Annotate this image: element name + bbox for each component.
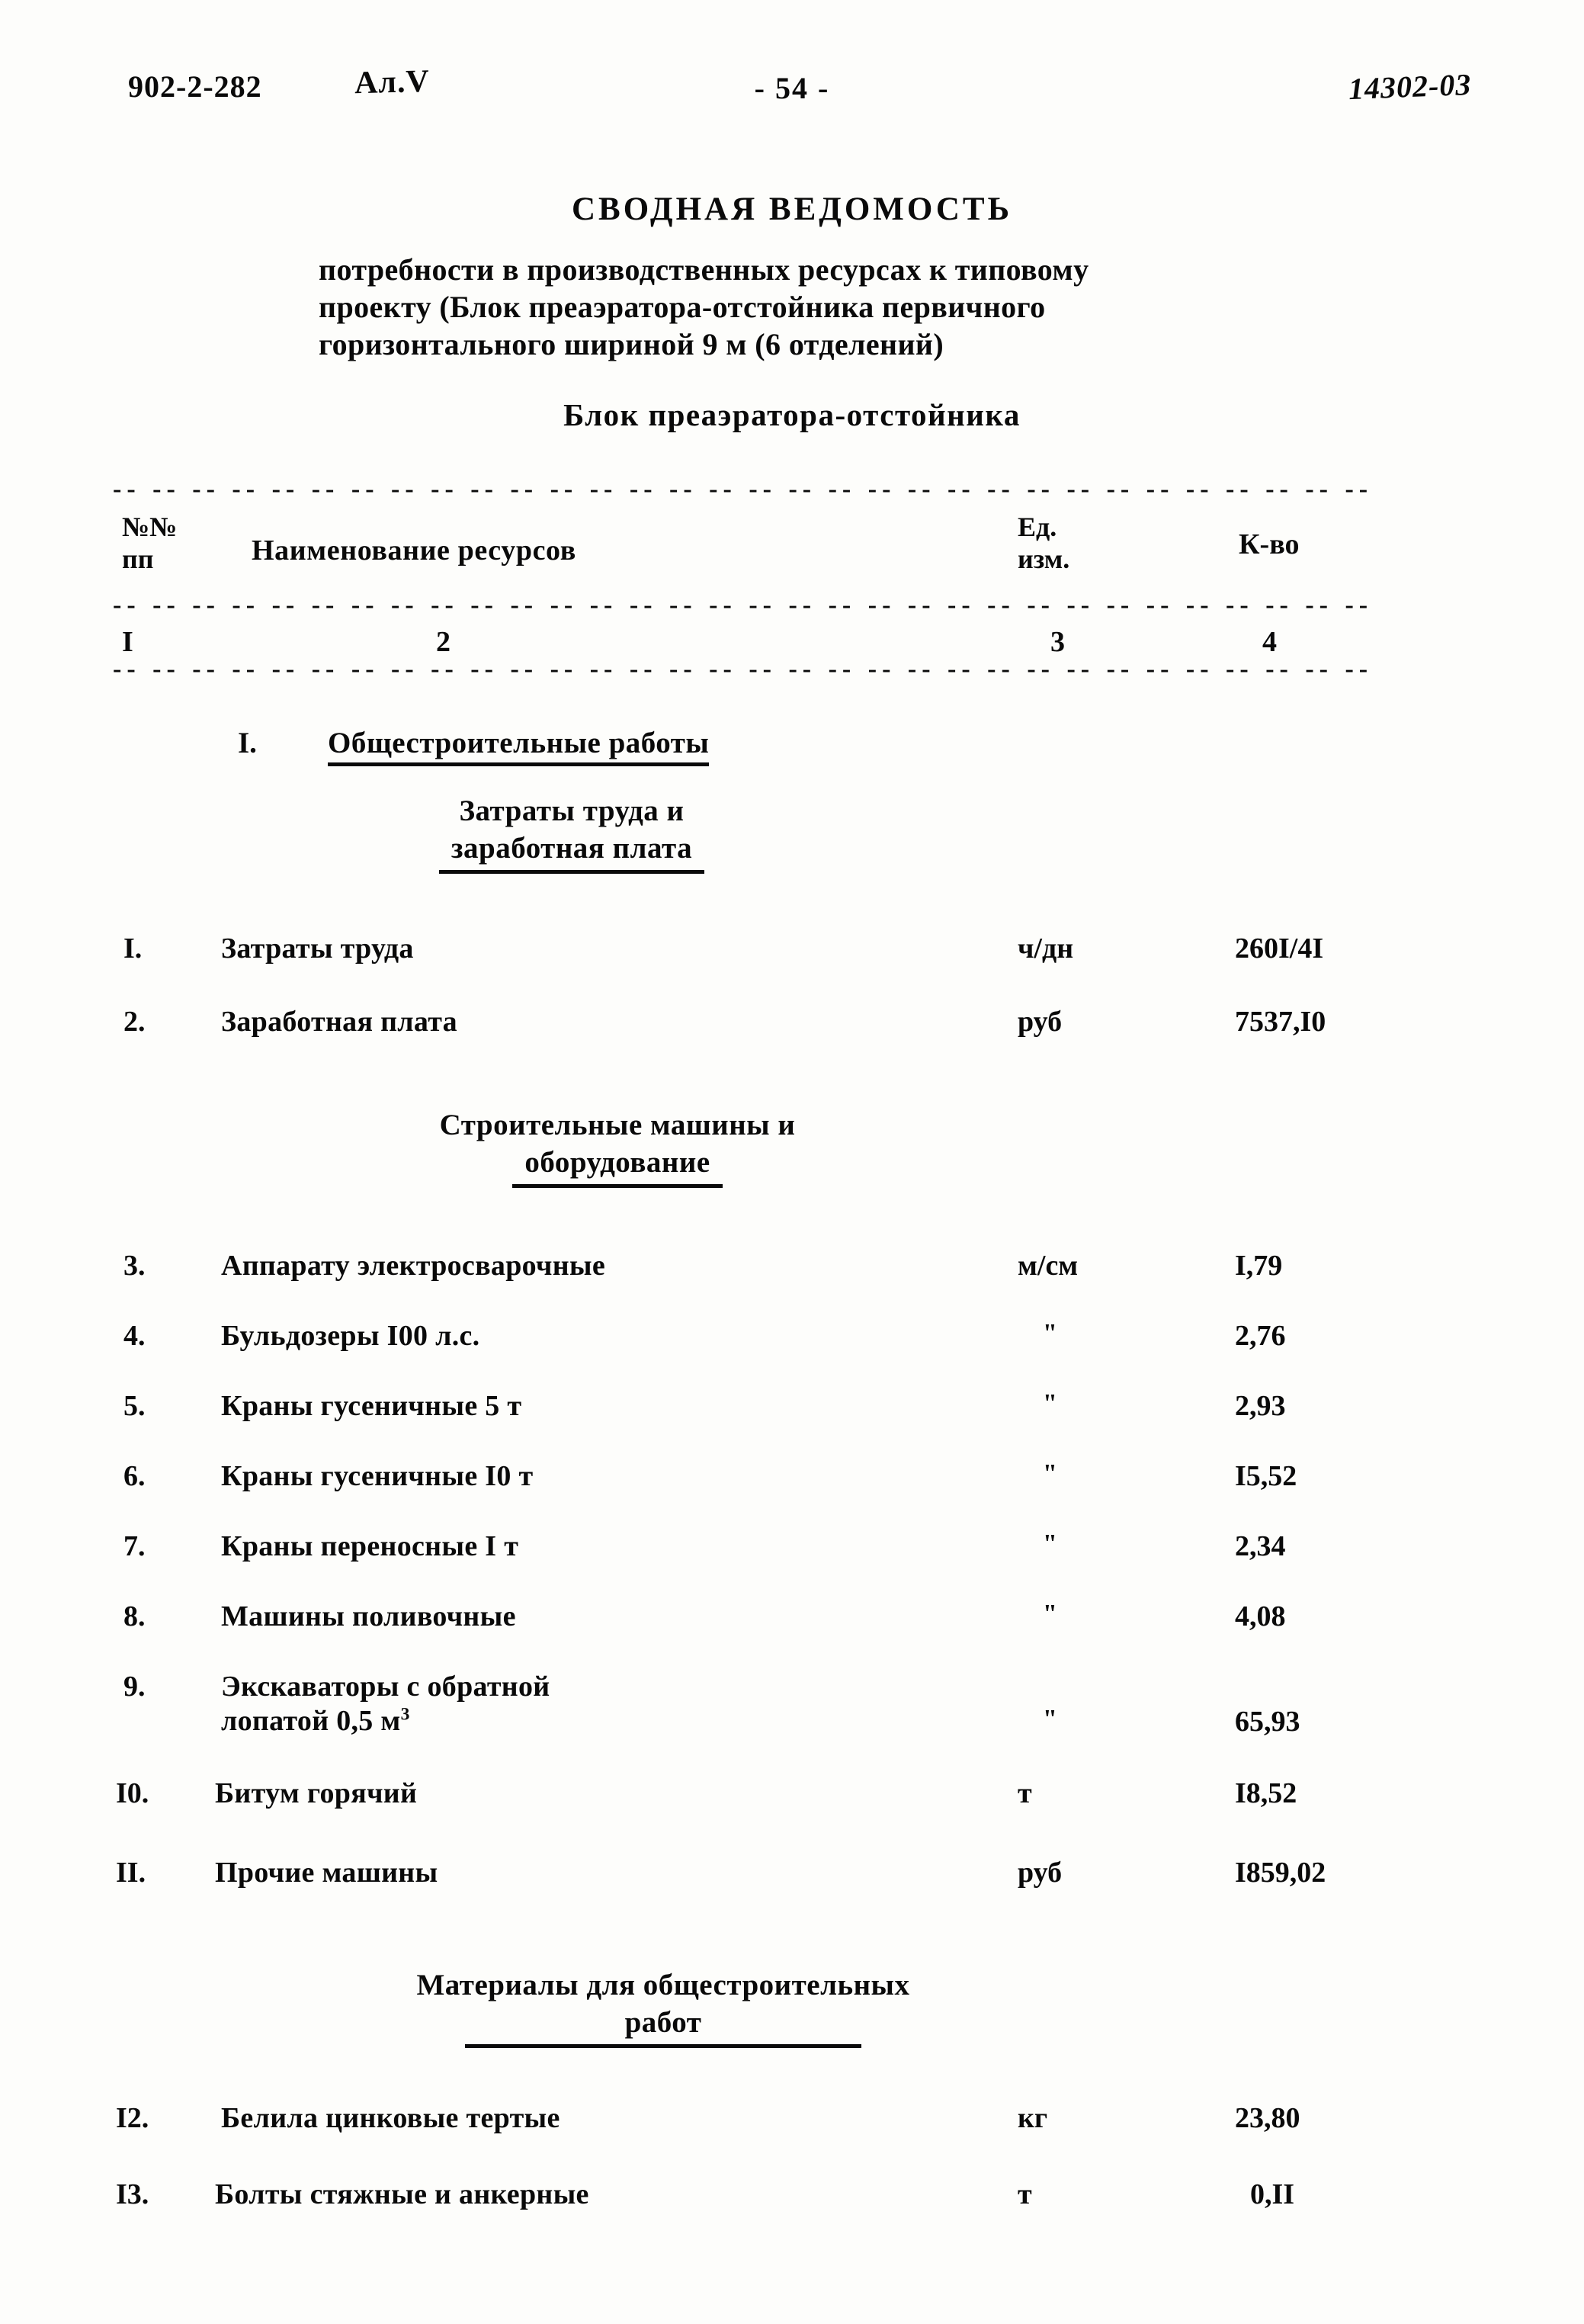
column-header-number <box>122 511 221 576</box>
row-unit: " <box>1043 1459 1057 1488</box>
row-number: II. <box>116 1857 146 1889</box>
row-number: 7. <box>123 1530 146 1562</box>
superscript-three: 3 <box>400 1704 410 1725</box>
row-quantity: 4,08 <box>1235 1600 1286 1632</box>
row-number: 9. <box>123 1671 146 1703</box>
row-name: Краны гусеничные 5 т <box>221 1390 522 1422</box>
subsection-materials-line2: работ <box>465 2005 862 2048</box>
row-name: Затраты труда <box>221 932 414 965</box>
row-number: I. <box>123 932 143 965</box>
table-rule-bottom: -- -- -- -- -- -- -- -- -- -- -- -- -- -- -- -- -- -- -- -- -- -- -- -- -- -- -- -- -- -- -- -- <box>113 655 1374 683</box>
row-name: Бульдозеры I00 л.с. <box>221 1320 480 1352</box>
row-quantity: 7537,I0 <box>1235 1006 1326 1038</box>
row-quantity: I5,52 <box>1235 1460 1297 1492</box>
table-rule-top: -- -- -- -- -- -- -- -- -- -- -- -- -- -- -- -- -- -- -- -- -- -- -- -- -- -- -- -- -- -- -- -- <box>113 475 1374 503</box>
title-subtitle <box>319 252 1325 363</box>
column-number-1: I <box>122 626 133 658</box>
row-name-line1: Экскаваторы с обратной <box>221 1671 550 1703</box>
row-unit: " <box>1043 1600 1057 1628</box>
section-roman-numeral: I. <box>238 727 257 759</box>
row-name: Прочие машины <box>215 1857 438 1889</box>
row-name: Аппарату электросварочные <box>221 1250 606 1282</box>
row-number: 5. <box>123 1390 146 1422</box>
row-name <box>221 1670 983 1738</box>
row-quantity: 23,80 <box>1235 2102 1300 2134</box>
column-header-number-line1: №№ <box>122 512 178 542</box>
row-quantity: 65,93 <box>1235 1706 1300 1738</box>
row-unit: " <box>1043 1389 1057 1417</box>
row-quantity: I859,02 <box>1235 1857 1326 1889</box>
column-header-name: Наименование ресурсов <box>252 534 576 567</box>
row-unit: м/см <box>1018 1250 1079 1282</box>
row-number: 6. <box>123 1460 146 1492</box>
column-number-4: 4 <box>1262 626 1277 658</box>
section-title-general-construction: Общестроительные работы <box>328 726 709 766</box>
row-quantity: I,79 <box>1235 1250 1283 1282</box>
subtitle-line-1: потребности в производственных ресурсах к типовому <box>319 252 1089 287</box>
column-header-unit-line2: изм. <box>1018 544 1070 575</box>
row-name: Болты стяжные и анкерные <box>215 2178 589 2210</box>
row-unit: кг <box>1018 2102 1048 2134</box>
row-unit: т <box>1018 2178 1032 2210</box>
row-unit: " <box>1043 1705 1057 1733</box>
row-number: I2. <box>116 2102 149 2134</box>
document-code: 902-2-282 <box>128 69 262 104</box>
subsection-materials <box>320 1967 1006 2048</box>
row-unit: ч/дн <box>1018 932 1074 965</box>
row-number: 3. <box>123 1250 146 1282</box>
column-header-number-line2: пп <box>122 544 154 575</box>
row-name: Машины поливочные <box>221 1600 516 1632</box>
subsection-materials-line1: Материалы для общестроительных <box>416 1969 910 2001</box>
row-quantity: I8,52 <box>1235 1777 1297 1809</box>
table-rule-middle: -- -- -- -- -- -- -- -- -- -- -- -- -- -- -- -- -- -- -- -- -- -- -- -- -- -- -- -- -- -- -- -- <box>113 591 1374 619</box>
column-header-quantity: К-во <box>1239 528 1300 560</box>
column-header-unit <box>1018 511 1069 576</box>
column-number-2: 2 <box>436 626 451 658</box>
row-name: Заработная плата <box>221 1006 457 1038</box>
row-number: 4. <box>123 1320 146 1352</box>
row-name: Белила цинковые тертые <box>221 2102 560 2134</box>
row-name: Краны гусеничные I0 т <box>221 1460 534 1492</box>
subsection-construction-machines <box>320 1107 915 1188</box>
row-unit: " <box>1043 1530 1057 1558</box>
row-number: 2. <box>123 1006 146 1038</box>
column-header-unit-line1: Ед. <box>1018 512 1057 542</box>
row-number: I3. <box>116 2178 149 2210</box>
subtitle-line-2: проекту (Блок преаэратора-отстойника первичного <box>319 289 1046 324</box>
row-number: 8. <box>123 1600 146 1632</box>
archive-stamp: 14302-03 <box>1347 66 1472 107</box>
row-unit: т <box>1018 1777 1032 1809</box>
subsection-machines-line1: Строительные машины и <box>439 1109 796 1141</box>
page-number: - 54 - <box>754 71 830 105</box>
row-quantity: 0,II <box>1250 2178 1295 2210</box>
row-quantity: 2,34 <box>1235 1530 1286 1562</box>
row-name-line2: лопатой 0,5 $м^3$ <box>221 1704 410 1737</box>
document-header <box>0 63 1584 122</box>
block-title: Блок преаэратора-отстойника <box>563 397 1021 432</box>
row-number: I0. <box>116 1777 149 1809</box>
subsection-labor-line1: Затраты труда и <box>459 794 685 827</box>
subsection-labor-line2: заработная плата <box>439 830 704 874</box>
subtitle-line-3: горизонтального шириной 9 м (6 отделений) <box>319 326 944 361</box>
column-number-3: 3 <box>1050 626 1065 658</box>
row-quantity: 260I/4I <box>1235 932 1324 965</box>
album-label: Ал.V <box>354 63 431 101</box>
row-name: Битум горячий <box>215 1777 418 1809</box>
row-quantity: 2,76 <box>1235 1320 1286 1352</box>
subsection-machines-line2: оборудование <box>512 1144 722 1188</box>
subsection-labor-and-wages <box>320 793 823 874</box>
row-unit: руб <box>1018 1857 1063 1889</box>
row-unit: руб <box>1018 1006 1063 1038</box>
page-title: СВОДНАЯ ВЕДОМОСТЬ <box>571 191 1013 227</box>
row-quantity: 2,93 <box>1235 1390 1286 1422</box>
row-name: Краны переносные I т <box>221 1530 519 1562</box>
row-unit: " <box>1043 1319 1057 1347</box>
